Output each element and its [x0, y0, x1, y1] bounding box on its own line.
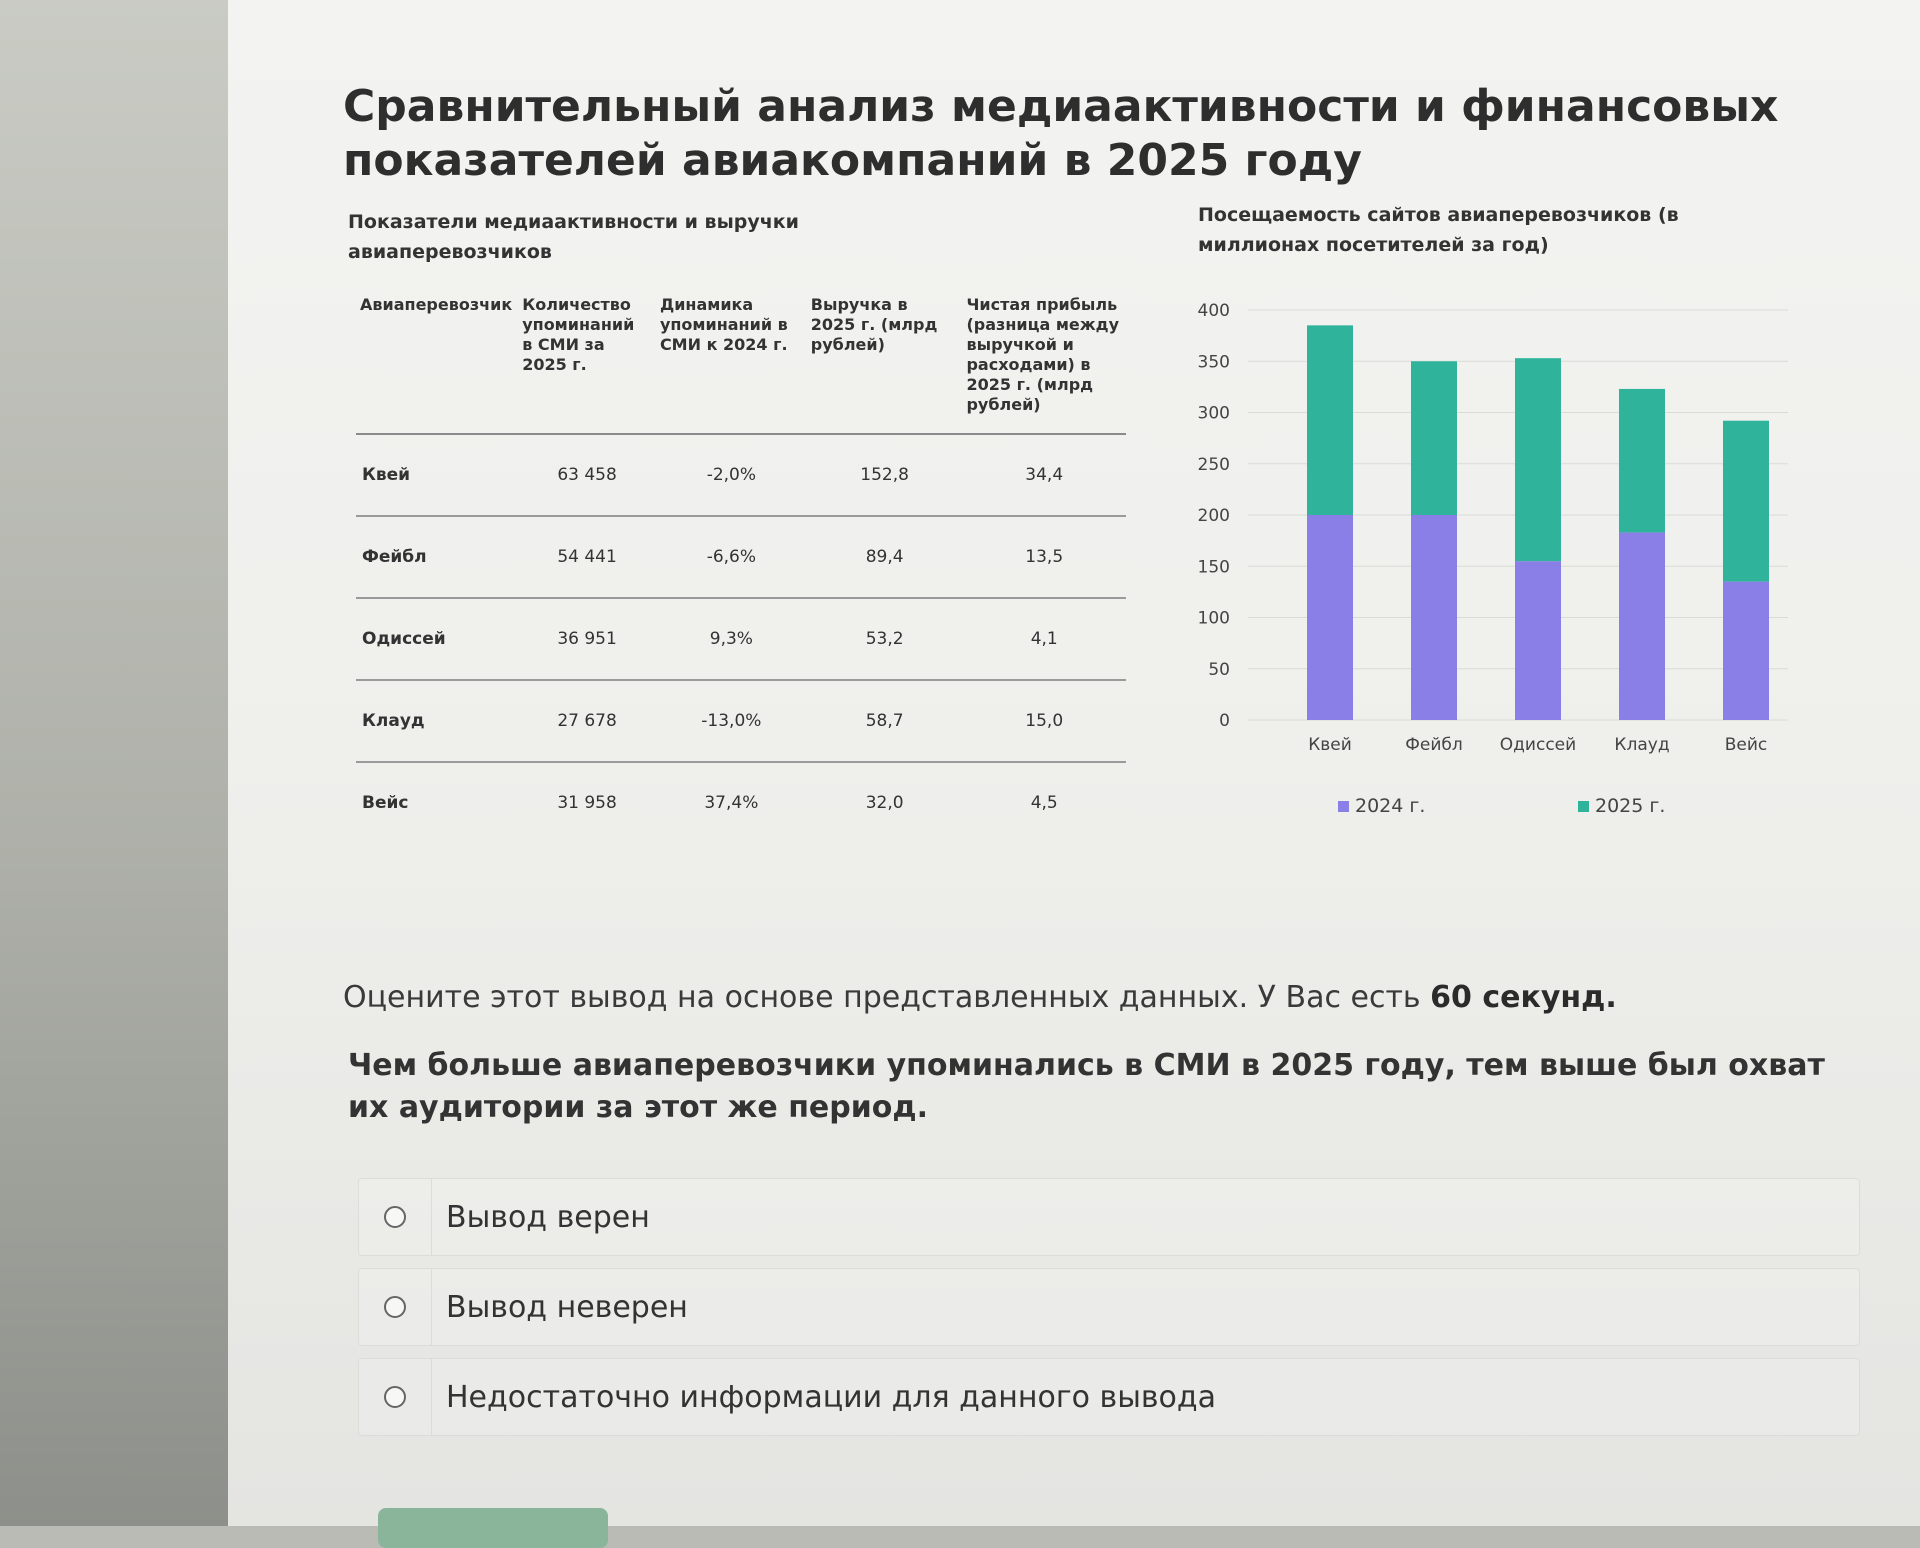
y-tick-label: 300: [1197, 403, 1230, 424]
header-profit: Чистая прибыль (разница между выручкой и расходами) в 2025 г. (млрд рублей): [962, 295, 1126, 434]
cell-profit: 4,1: [962, 598, 1126, 680]
bar-2025: [1411, 361, 1457, 515]
cell-carrier: Одиссей: [356, 598, 518, 680]
cell-dynamics: 37,4%: [704, 793, 759, 813]
time-limit: 60 секунд.: [1430, 980, 1617, 1015]
instruction-text: [343, 980, 1843, 1015]
table-row: [356, 434, 1126, 516]
cell-dynamics: 9,3%: [656, 598, 807, 680]
bar-2024: [1723, 582, 1769, 720]
page-title: Сравнительный анализ медиаактивности и финансовых показателей авиакомпаний в 2025 году: [343, 81, 1779, 186]
instruction-main: Оцените этот вывод на основе представленных данных. У Вас есть: [343, 980, 1431, 1015]
cell-mentions: 36 951: [518, 598, 656, 680]
y-tick-label: 100: [1197, 608, 1230, 629]
cell-carrier: Квей: [356, 434, 518, 516]
x-tick-label: Вейс: [1724, 735, 1768, 755]
bar-2024: [1619, 532, 1665, 720]
cell-mentions: 63 458: [518, 434, 656, 516]
cell-dynamics: -6,6%: [656, 516, 807, 598]
x-tick-label: Фейбл: [1405, 735, 1463, 755]
cell-revenue: 53,2: [807, 598, 963, 680]
answer-option-true[interactable]: [358, 1178, 1860, 1256]
bar-2025: [1307, 325, 1353, 515]
cell-mentions: 27 678: [518, 680, 656, 762]
table-title: Показатели медиаактивности и выручки авиаперевозчиков: [348, 211, 799, 263]
y-tick-label: 200: [1197, 506, 1230, 526]
answer-label[interactable]: Вывод неверен: [446, 1289, 688, 1325]
bar-2025: [1723, 421, 1769, 582]
x-tick-label: Клауд: [1614, 735, 1670, 755]
visits-bar-chart: [1178, 290, 1798, 830]
header-dynamics: Динамика упоминаний в СМИ к 2024 г.: [656, 295, 807, 434]
x-tick-label: Одиссей: [1499, 735, 1577, 755]
cell-profit: 34,4: [962, 434, 1126, 516]
next-button[interactable]: [378, 1508, 608, 1548]
cell-mentions: 54 441: [518, 516, 656, 598]
answer-label[interactable]: Вывод верен: [446, 1199, 650, 1235]
monitor-bezel: [0, 0, 240, 1526]
chart-legend: [1338, 795, 1738, 825]
bar-2025: [1619, 389, 1665, 533]
answer-option-false[interactable]: [358, 1268, 1860, 1346]
answer-label[interactable]: Недостаточно информации для данного вывода: [446, 1379, 1217, 1415]
carriers-table: [356, 295, 1126, 843]
header-mentions: Количество упоминаний в СМИ за 2025 г.: [518, 295, 656, 434]
bar-2024: [1307, 515, 1353, 720]
y-tick-label: 400: [1197, 301, 1230, 321]
legend-item-2025: [1578, 795, 1665, 817]
bar-2024: [1515, 561, 1561, 720]
bar-2024: [1411, 515, 1457, 720]
table-row: [356, 516, 1126, 598]
y-tick-label: 0: [1219, 711, 1230, 731]
x-tick-label: Квей: [1308, 735, 1352, 755]
cell-revenue: 32,0: [865, 793, 904, 813]
cell-mentions: 31 958: [557, 793, 617, 813]
cell-dynamics: -2,0%: [656, 434, 807, 516]
table-row: [356, 762, 1126, 843]
legend-label-2024: 2024 г.: [1355, 795, 1426, 817]
conclusion-statement: Чем больше авиаперевозчики упоминались в СМИ в 2025 году, тем выше был охват их аудитории за этот же период.: [348, 1048, 1825, 1125]
cell-profit: 15,0: [962, 680, 1126, 762]
legend-label-2025: 2025 г.: [1595, 795, 1666, 817]
answer-option-insufficient[interactable]: [358, 1358, 1860, 1436]
header-revenue: Выручка в 2025 г. (млрд рублей): [807, 295, 963, 434]
legend-swatch-2024: [1338, 801, 1349, 812]
cell-profit: 13,5: [962, 516, 1126, 598]
table-row: [356, 598, 1126, 680]
cell-carrier: Фейбл: [356, 516, 518, 598]
radio-button[interactable]: [384, 1206, 406, 1228]
chart-title: Посещаемость сайтов авиаперевозчиков (в миллионах посетителей за год): [1198, 204, 1679, 256]
cell-carrier: Клауд: [356, 680, 518, 762]
radio-button[interactable]: [384, 1296, 406, 1318]
legend-item-2024: [1338, 795, 1425, 817]
y-tick-label: 250: [1197, 454, 1230, 475]
y-tick-label: 150: [1197, 557, 1230, 578]
cell-carrier: Вейс: [362, 793, 409, 813]
cell-revenue: 89,4: [807, 516, 963, 598]
y-tick-label: 350: [1197, 352, 1230, 373]
cell-profit: 4,5: [1030, 793, 1058, 813]
legend-swatch-2025: [1578, 801, 1589, 812]
radio-cell[interactable]: [359, 1359, 432, 1435]
test-page: [228, 0, 1920, 1526]
table-header-row: [356, 295, 1126, 434]
table-row: [356, 680, 1126, 762]
cell-dynamics: -13,0%: [656, 680, 807, 762]
y-tick-label: 50: [1208, 659, 1230, 680]
radio-cell[interactable]: [359, 1269, 432, 1345]
bar-2025: [1515, 358, 1561, 561]
radio-cell[interactable]: [359, 1179, 432, 1255]
cell-revenue: 152,8: [807, 434, 963, 516]
radio-button[interactable]: [384, 1386, 406, 1408]
header-carrier: Авиаперевозчик: [356, 295, 518, 434]
cell-revenue: 58,7: [807, 680, 963, 762]
